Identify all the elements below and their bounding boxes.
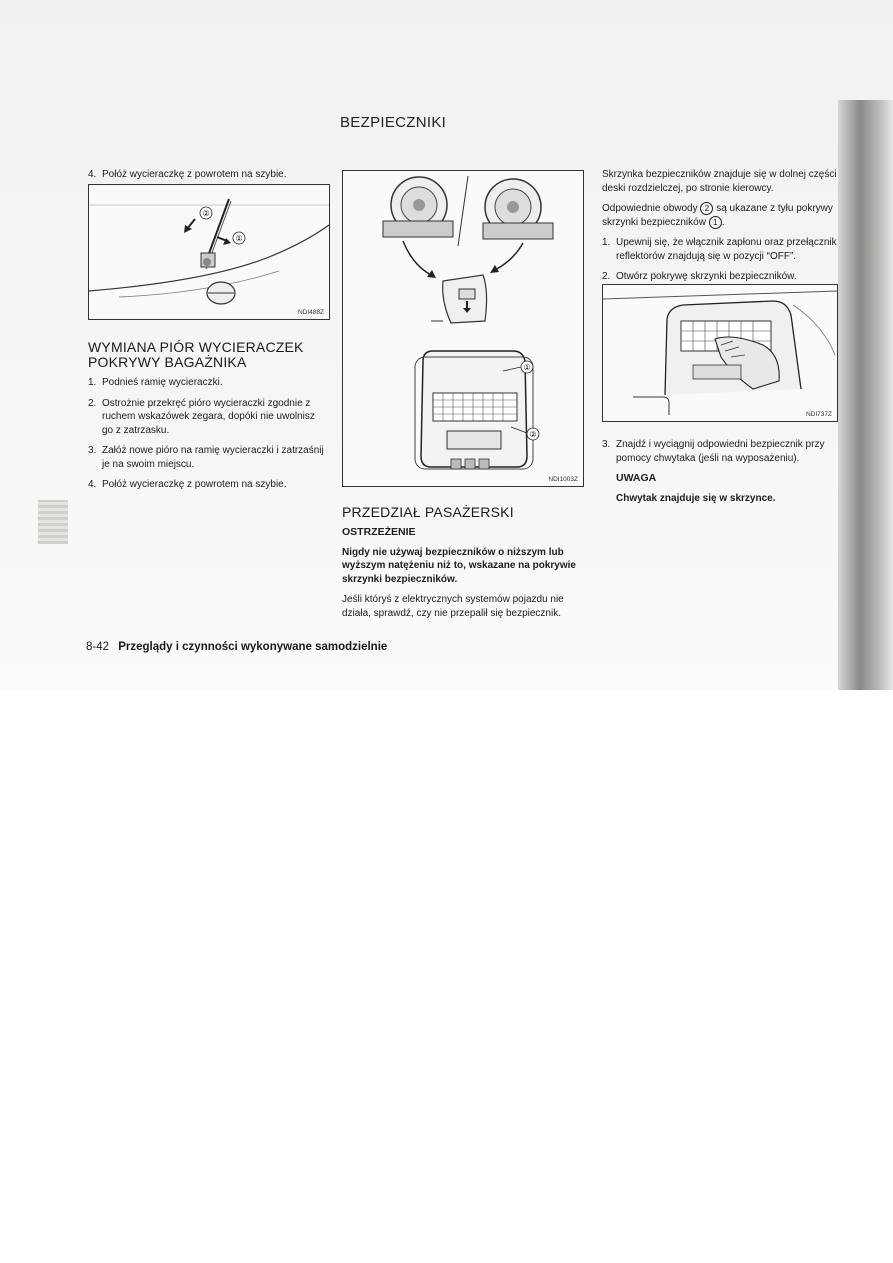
body-paragraph: Jeśli któryś z elektrycznych systemów pojazdu nie działa, sprawdź, czy nie przepalił się bezpiecznik. [342,594,564,619]
list-item: 1. Podnieś ramię wycieraczki. [88,377,223,388]
list-item: 4. Połóż wycieraczkę z powrotem na szybie. [88,479,287,490]
wiper-figure [88,184,330,320]
list-item: 1. Upewnij się, że włącznik zapłonu oraz przełącznik reflektorów znajdują się w pozycji “OFF”. [602,237,837,262]
note-text: Chwytak znajduje się w skrzynce. [616,492,776,504]
list-item: 2. Ostrożnie przekręć pióro wycieraczki zgodnie z ruchem wskazówek zegara, dopóki nie uwolnisz go z zatrzasku. [88,397,315,436]
list-item: 3. Załóż nowe pióro na ramię wycieraczki i zatrzaśnij je na swoim miejscu. [88,445,324,470]
right-column-body [602,438,838,512]
circle-1-icon: 1 [709,216,722,229]
section-title: WYMIANA PIÓR WYCIERACZEK POKRYWY BAGAŻNIKA [88,339,304,370]
callout-1-label: ① [235,234,243,243]
list-item: 2. Otwórz pokrywę skrzynki bezpieczników. [602,271,797,283]
circuits-paragraph: Odpowiednie obwody 2 są ukazane z tyłu pokrywy skrzynki bezpieczników 1 . [602,203,833,228]
dashboard-fusebox-illustration [343,171,583,486]
callout-1-label: ① [523,363,531,372]
list-item: 3. Znajdź i wyciągnij odpowiedni bezpiecznik przy pomocy chwytaka (jeśli na wyposażeniu). [602,439,825,464]
intro-paragraph: Skrzynka bezpieczników znajduje się w dolnej części deski rozdzielczej, po stronie kierowcy. [602,169,837,194]
open-fusebox-figure [602,284,838,422]
page-header: BEZPIECZNIKI [340,114,447,131]
figure-code: NDI737Z [805,411,832,418]
page-number: 8-42 [86,641,110,653]
figure-code: NDI1003Z [548,476,578,483]
section-title: PRZEDZIAŁ PASAŻERSKI [342,504,514,520]
middle-column-body [342,505,582,627]
figure-code: NDI488Z [297,309,324,316]
circle-2-icon: 2 [700,202,713,215]
fuse-removal-illustration [603,285,837,421]
binding-shadow [838,100,893,690]
callout-2-label: ② [202,209,210,218]
right-column-top [602,168,838,291]
warning-text: Nigdy nie używaj bezpieczników o niższym lub wyższym natężeniu niż to, wskazane na pokrywie skrzynki bezpieczników. [342,546,576,585]
fuse-box-location-figure [342,170,584,487]
page-footer [86,641,387,653]
chapter-tab-marker [38,500,68,544]
list-item: 4. Połóż wycieraczkę z powrotem na szybie. [88,169,287,180]
chapter-title: Przeglądy i czynności wykonywane samodzielnie [118,641,388,653]
rear-wiper-illustration [89,185,329,319]
warning-title: OSTRZEŻENIE [342,526,416,538]
callout-2-label: ② [529,430,537,439]
note-title: UWAGA [616,472,657,484]
left-column-body [88,340,328,499]
